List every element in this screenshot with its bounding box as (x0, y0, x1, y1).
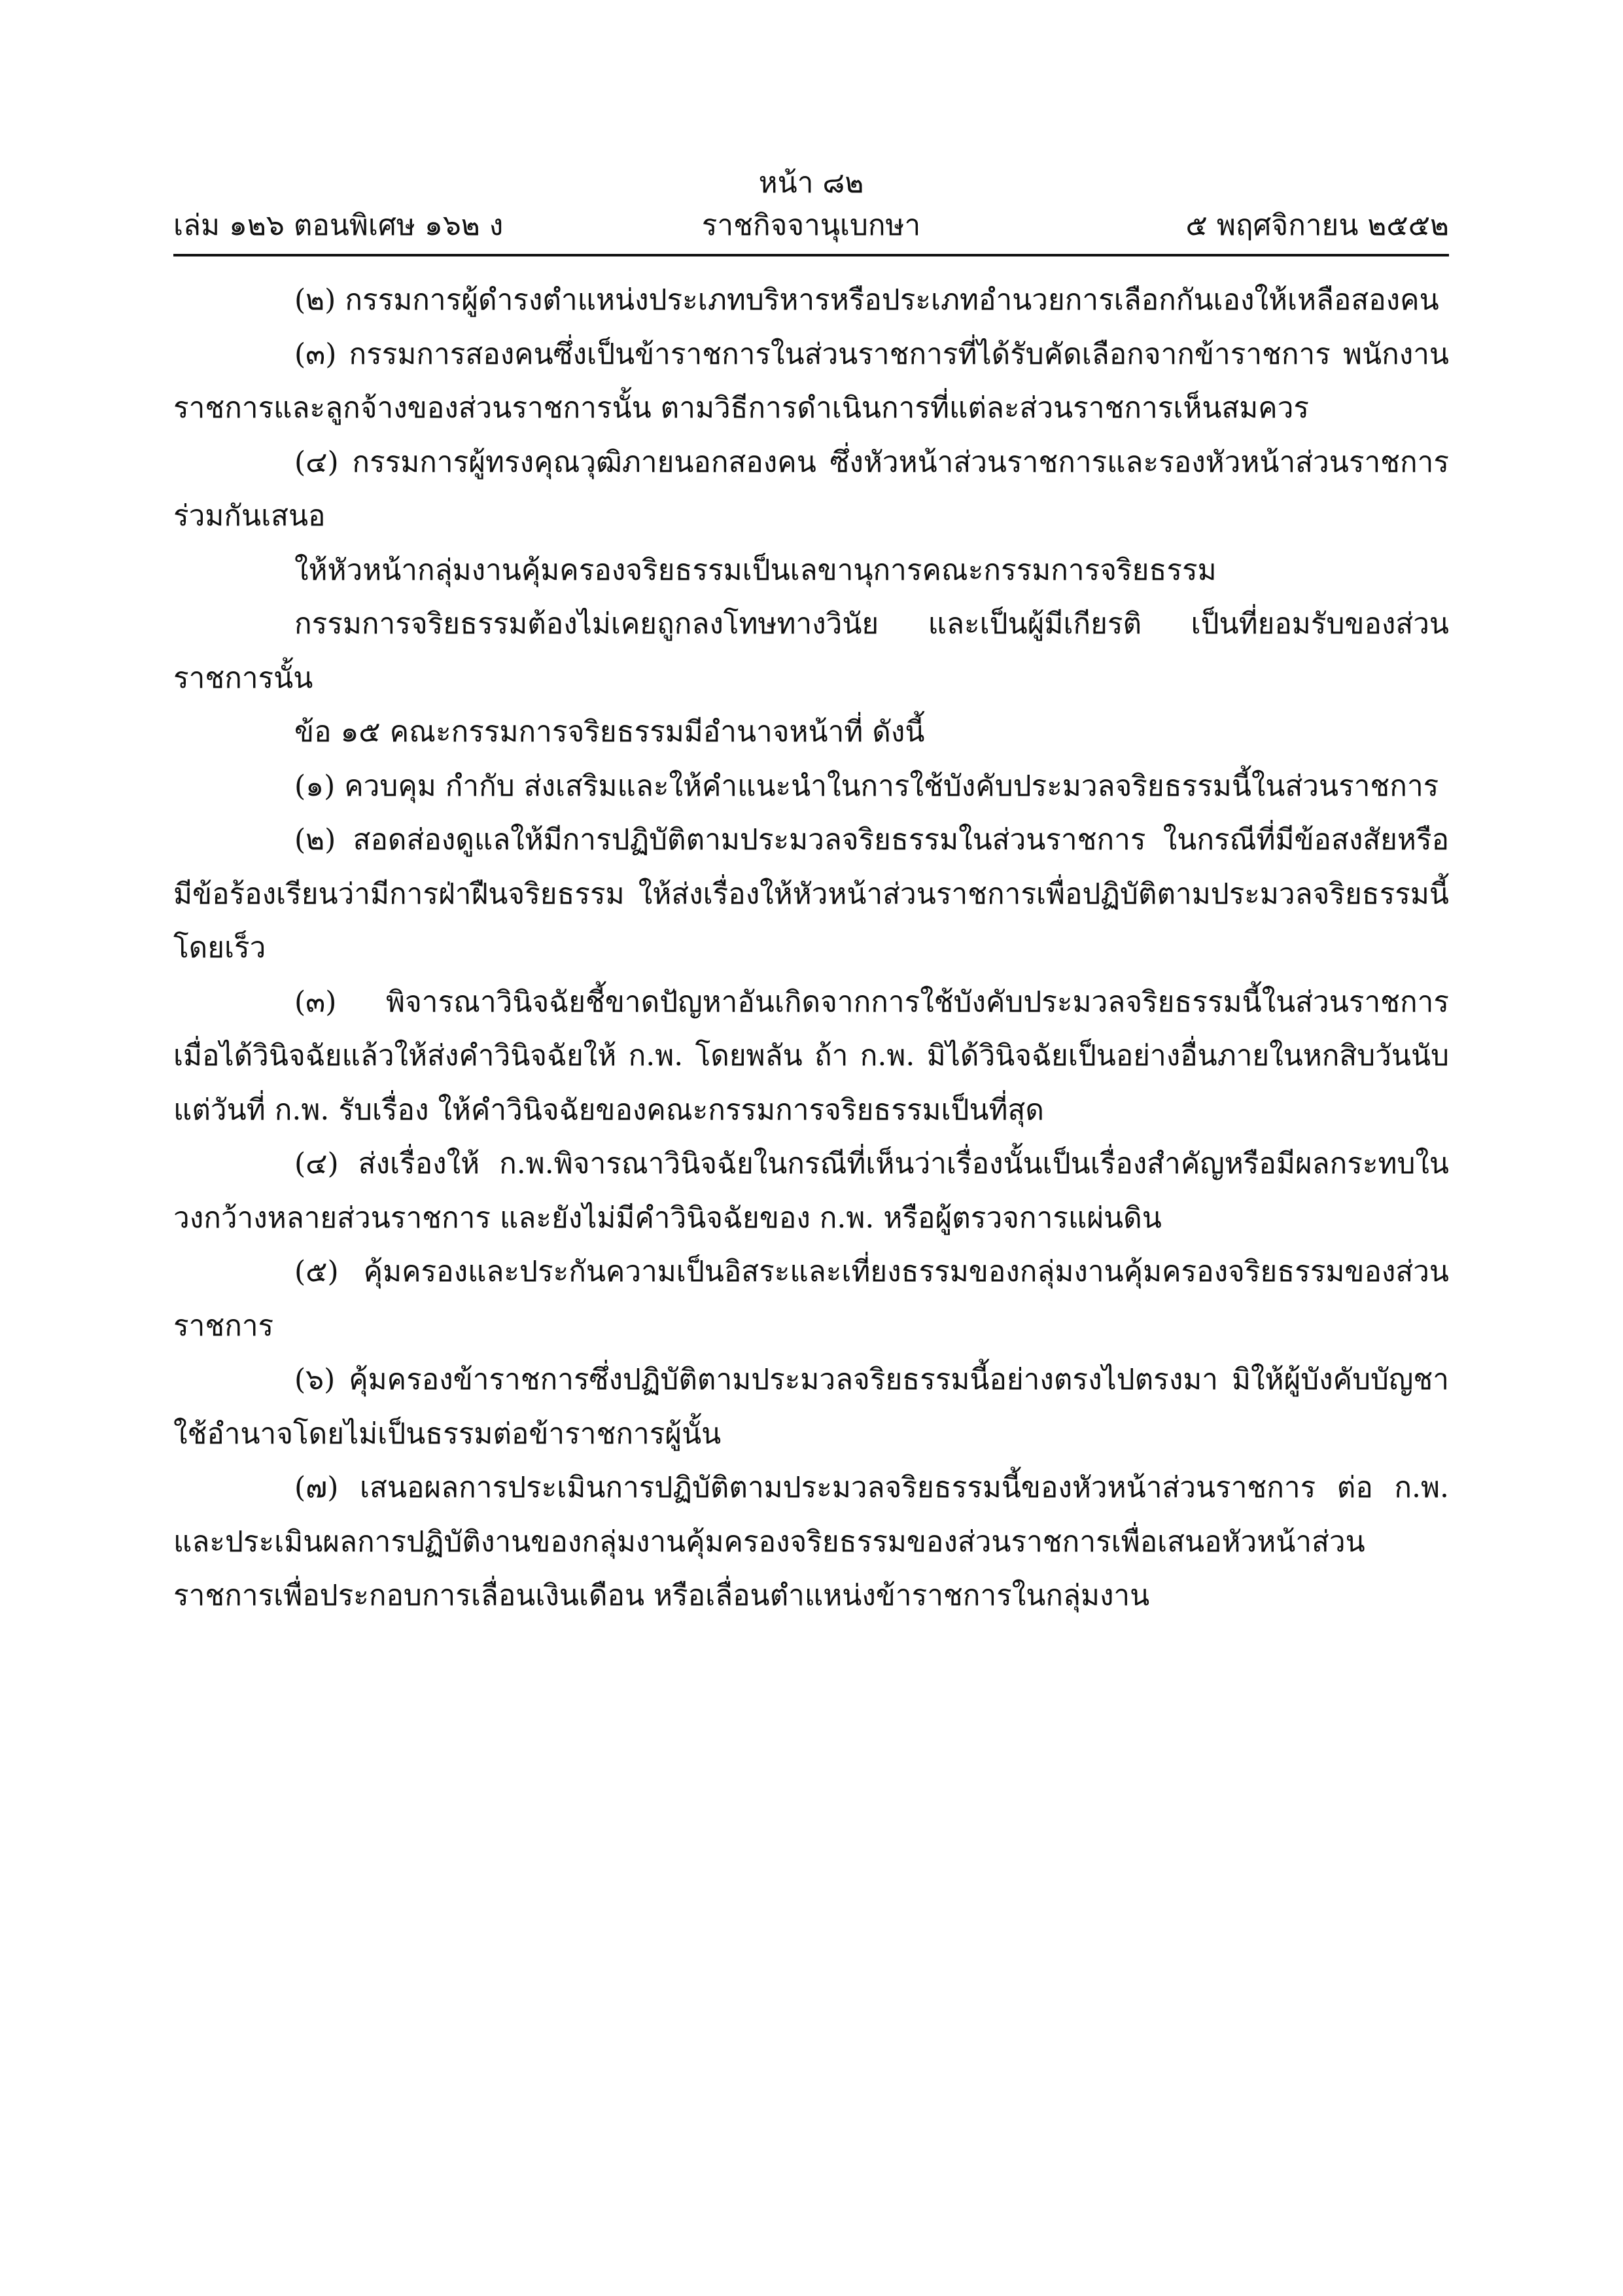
document-body (173, 274, 1449, 1623)
publication-date: ๕ พฤศจิกายน ๒๕๕๒ (1185, 209, 1449, 242)
paragraph-duty-4: (๔) ส่งเรื่องให้ ก.พ.พิจารณาวินิจฉัยในกรณีที่เห็นว่าเรื่องนั้นเป็นเรื่องสำคัญหรือมีผลกระทบในวงกว้างหลายส่วนราชการ และยังไม่มีคำวินิจฉัยของ ก.พ. หรือผู้ตรวจการแผ่นดิน (173, 1147, 1449, 1235)
paragraph-member-qualification: กรรมการจริยธรรมต้องไม่เคยถูกลงโทษทางวินัย และเป็นผู้มีเกียรติ เป็นที่ยอมรับของส่วนราชการนั้น (173, 607, 1449, 695)
paragraph-clause-4-external-experts: (๔) กรรมการผู้ทรงคุณวุฒิภายนอกสองคน ซึ่งหัวหน้าส่วนราชการและรองหัวหน้าส่วนราชการร่วมกันเสนอ (173, 445, 1449, 533)
page-number: หน้า ๘๒ (758, 166, 864, 200)
paragraph-duty-1: (๑) ควบคุม กำกับ ส่งเสริมและให้คำแนะนำในการใช้บังคับประมวลจริยธรรมนี้ในส่วนราชการ (294, 769, 1439, 803)
paragraph-clause-3-civil-servant-members: (๓) กรรมการสองคนซึ่งเป็นข้าราชการในส่วนราชการที่ได้รับคัดเลือกจากข้าราชการ พนักงานราชการและลูกจ้างของส่วนราชการนั้น ตามวิธีการดำเนินการที่แต่ละส่วนราชการเห็นสมควร (173, 337, 1449, 425)
volume-issue: เล่ม ๑๒๖ ตอนพิเศษ ๑๖๒ ง (173, 209, 504, 242)
gazette-page (173, 164, 1449, 1623)
paragraph-duty-7: (๗) เสนอผลการประเมินการปฏิบัติตามประมวลจริยธรรมนี้ของหัวหน้าส่วนราชการ ต่อ ก.พ. และประเมินผลการปฏิบัติงานของกลุ่มงานคุ้มครองจริยธรรมของส่วนราชการเพื่อเสนอหัวหน้าส่วนราชการเพื่อประกอบการเลื่อนเงินเดือน หรือเลื่อนตำแหน่งข้าราชการในกลุ่มงาน (173, 1471, 1449, 1612)
paragraph-duty-5: (๕) คุ้มครองและประกันความเป็นอิสระและเที่ยงธรรมของกลุ่มงานคุ้มครองจริยธรรมของส่วนราชการ (173, 1255, 1449, 1343)
paragraph-clause-2-executive-directors: (๒) กรรมการผู้ดำรงตำแหน่งประเภทบริหารหรือประเภทอำนวยการเลือกกันเองให้เหลือสองคน (294, 283, 1439, 317)
paragraph-duty-6: (๖) คุ้มครองข้าราชการซึ่งปฏิบัติตามประมวลจริยธรรมนี้อย่างตรงไปตรงมา มิให้ผู้บังคับบัญชาใช้อำนาจโดยไม่เป็นธรรมต่อข้าราชการผู้นั้น (173, 1363, 1449, 1451)
paragraph-duty-3: (๓) พิจารณาวินิจฉัยชี้ขาดปัญหาอันเกิดจากการใช้บังคับประมวลจริยธรรมนี้ในส่วนราชการ เมื่อได้วินิจฉัยแล้วให้ส่งคำวินิจฉัยให้ ก.พ. โดยพลัน ถ้า ก.พ. มิได้วินิจฉัยเป็นอย่างอื่นภายในหกสิบวันนับแต่วันที่ ก.พ. รับเรื่อง ให้คำวินิจฉัยของคณะกรรมการจริยธรรมเป็นที่สุด (173, 985, 1449, 1127)
header-divider (173, 254, 1449, 256)
gazette-header (173, 204, 1449, 247)
paragraph-duty-2: (๒) สอดส่องดูแลให้มีการปฏิบัติตามประมวลจริยธรรมในส่วนราชการ ในกรณีที่มีข้อสงสัยหรือมีข้อร้องเรียนว่ามีการฝ่าฝืนจริยธรรม ให้ส่งเรื่องให้หัวหน้าส่วนราชการเพื่อปฏิบัติตามประมวลจริยธรรมนี้โดยเร็ว (173, 823, 1449, 964)
paragraph-secretary: ให้หัวหน้ากลุ่มงานคุ้มครองจริยธรรมเป็นเลขานุการคณะกรรมการจริยธรรม (294, 553, 1217, 587)
paragraph-article-15-heading: ข้อ ๑๕ คณะกรรมการจริยธรรมมีอำนาจหน้าที่ ดังนี้ (294, 715, 925, 749)
publication-title: ราชกิจจานุเบกษา (701, 209, 921, 242)
